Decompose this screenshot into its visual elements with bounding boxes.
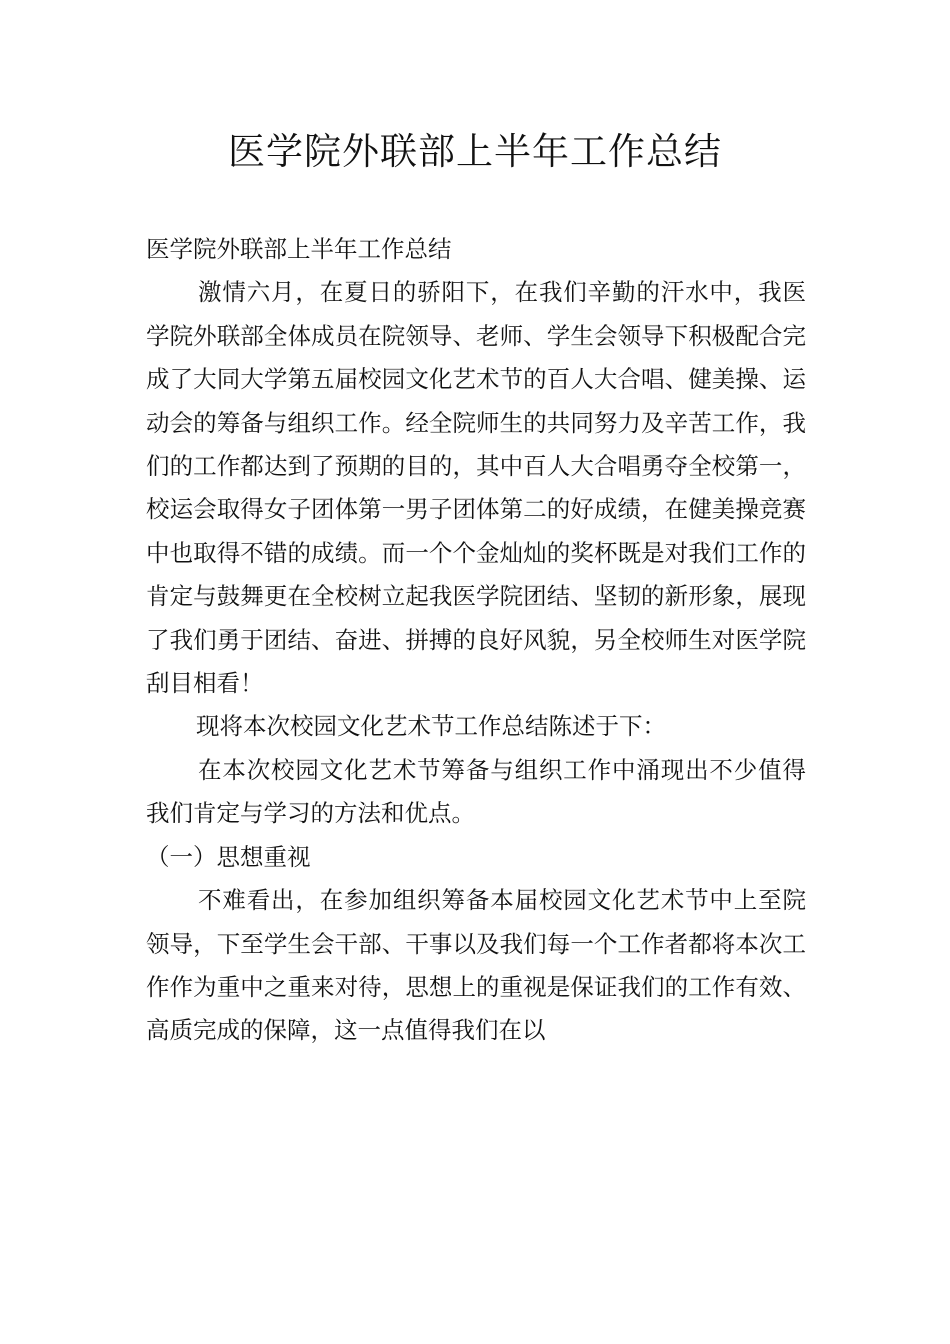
paragraph-intro: 激情六月，在夏日的骄阳下，在我们辛勤的汗水中，我医学院外联部全体成员在院领导、老师、学生会领导下积极配合完成了大同大学第五届校园文化艺术节的百人大合唱、健美操、运动会的筹备与组织工作。经全院师生的共同努力及辛苦工作，我们的工作都达到了预期的目的，其中百人大合唱勇夺全校第一，校运会取得女子团体第一男子团体第二的好成绩，在健美操竞赛中也取得不错的成绩。而一个个金灿灿的奖杯既是对我们工作的肯定与鼓舞更在全校树立起我医学院团结、坚韧的新形象，展现了我们勇于团结、奋进、拼搏的良好风貌，另全校师生对医学院刮目相看！	[146, 278, 806, 698]
document-body	[146, 228, 806, 1053]
subtitle-line: 医学院外联部上半年工作总结	[146, 235, 452, 263]
paragraph-summary-lead: 现将本次校园文化艺术节工作总结陈述于下：	[196, 712, 666, 741]
document-title: 医学院外联部上半年工作总结	[228, 130, 722, 173]
paragraph-section-one: 不难看出，在参加组织筹备本届校园文化艺术节中上至院领导，下至学生会干部、干事以及我们每一个工作者都将本次工作作为重中之重来对待，思想上的重视是保证我们的工作有效、高质完成的保障，这一点值得我们在以	[146, 886, 806, 1045]
paragraph-methods: 在本次校园文化艺术节筹备与组织工作中涌现出不少值得我们肯定与学习的方法和优点。	[146, 755, 806, 828]
section-heading: （一）思想重视	[146, 842, 311, 871]
